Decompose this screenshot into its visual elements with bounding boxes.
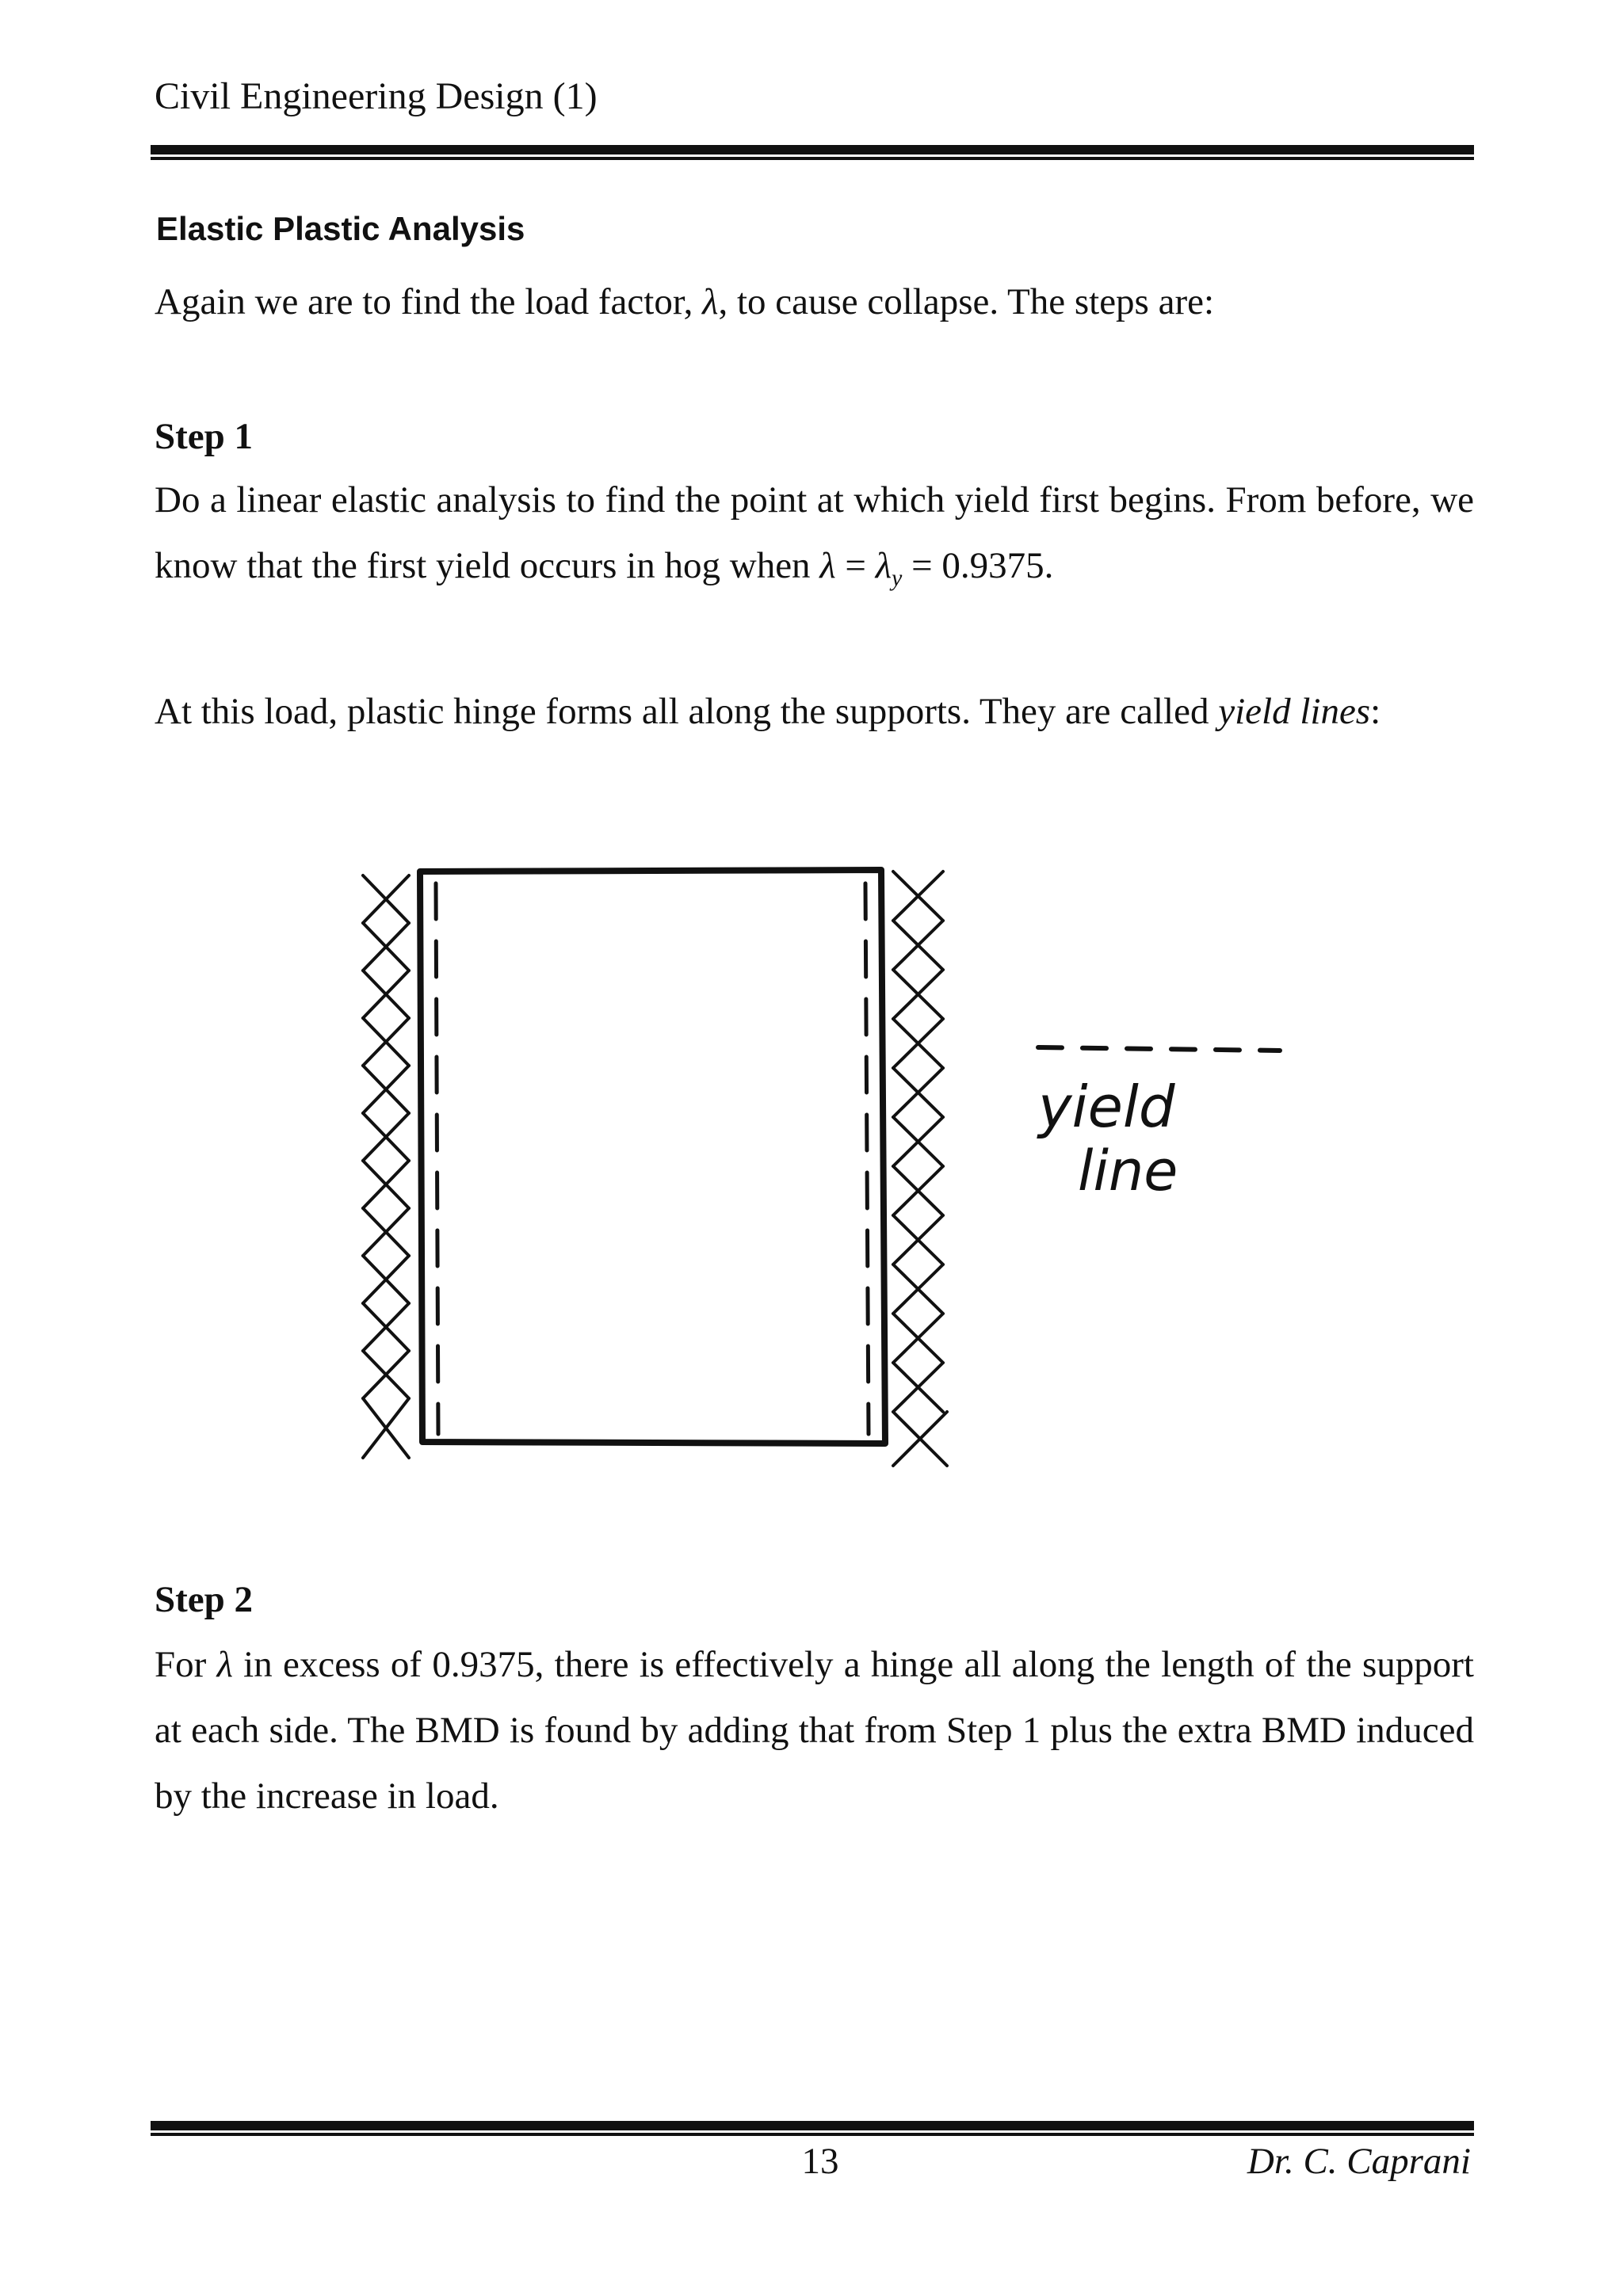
legend-label-line1: yield (1038, 1074, 1175, 1140)
right-yield-line (865, 883, 869, 1434)
step2-paragraph (155, 1632, 1474, 1829)
equation-equals-1: = (835, 545, 876, 586)
legend-dashed-line (1038, 1047, 1280, 1051)
step2-lambda-symbol: λ (216, 1644, 233, 1685)
step2-heading: Step 2 (155, 1579, 254, 1620)
note-italic-term: yield lines (1218, 691, 1371, 732)
step2-text-before: For (155, 1644, 217, 1685)
legend-label-line2: line (1078, 1138, 1178, 1203)
note-colon: : (1370, 691, 1381, 732)
step2-text-after: in excess of 0.9375, there is effectively a hinge all along the length of the support at each side. The BMD is found by adding that from Step 1 plus the extra BMD induced by the increase in load. (155, 1644, 1474, 1817)
page-number: 13 (801, 2141, 839, 2182)
step1-heading: Step 1 (155, 416, 254, 457)
equation-lambda: λ (819, 545, 836, 586)
yield-lines-note (155, 679, 1474, 745)
footer-rule-thin (151, 2133, 1474, 2136)
header-rule-thick (151, 145, 1474, 154)
running-header: Civil Engineering Design (1) (155, 75, 598, 117)
yield-line-sketch (341, 848, 1292, 1482)
slab-outline (420, 870, 885, 1444)
right-support-hatching (893, 871, 947, 1466)
intro-text-before: Again we are to find the load factor, (155, 281, 703, 322)
step1-text: Do a linear elastic analysis to find the point at which yield first begins. From before, we know that the first yield occurs in hog when (155, 479, 1474, 586)
equation-lambda-y: λ (875, 545, 892, 586)
equation-equals-2: = (902, 545, 942, 586)
intro-paragraph (155, 269, 1474, 335)
footer-author: Dr. C. Caprani (1247, 2141, 1471, 2182)
left-support-hatching (363, 875, 409, 1458)
left-yield-line (436, 883, 438, 1434)
step1-paragraph (155, 467, 1474, 611)
equation-subscript: y (892, 565, 903, 591)
equation-period: . (1044, 545, 1054, 586)
section-title: Elastic Plastic Analysis (156, 210, 525, 247)
note-text: At this load, plastic hinge forms all along the supports. They are called (155, 691, 1219, 732)
equation-value: 0.9375 (941, 545, 1044, 586)
intro-text-after: , to cause collapse. The steps are: (718, 281, 1215, 322)
header-rule-thin (151, 157, 1474, 160)
lambda-symbol: λ (702, 281, 719, 322)
footer-rule-thick (151, 2121, 1474, 2130)
